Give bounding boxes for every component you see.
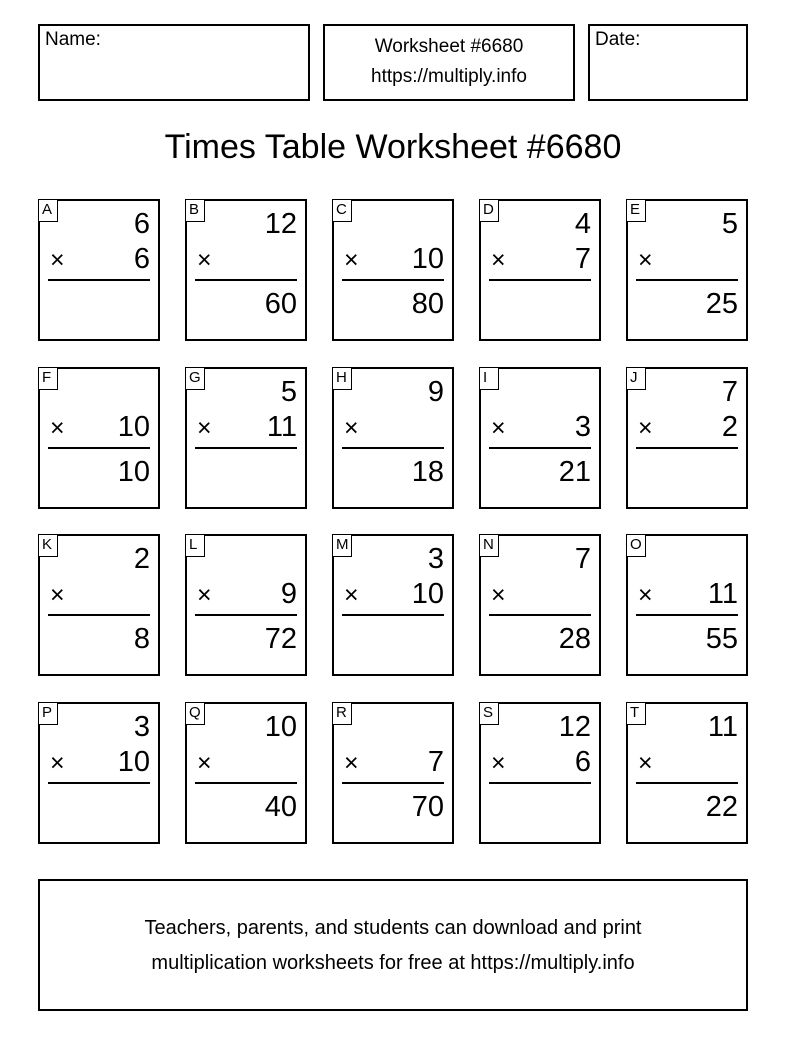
multiplicand: 4: [574, 208, 591, 240]
times-sign: ×: [344, 246, 359, 274]
answer-rule: [195, 782, 297, 784]
multiplicand: 3: [427, 543, 444, 575]
problem-card: [626, 702, 748, 844]
answer-rule: [636, 447, 738, 449]
product: 21: [558, 456, 591, 488]
problem-letter: A: [38, 199, 58, 222]
problem-letter: J: [626, 367, 646, 390]
times-sign: ×: [638, 246, 653, 274]
product: 55: [705, 623, 738, 655]
problem-card: [38, 702, 160, 844]
problem-letter: N: [479, 534, 499, 557]
multiplier: 9: [280, 578, 297, 610]
problem-card: [332, 534, 454, 676]
problem-card: [38, 534, 160, 676]
problem-card: [332, 702, 454, 844]
times-sign: ×: [344, 581, 359, 609]
multiplicand: 11: [707, 711, 738, 743]
answer-rule: [48, 782, 150, 784]
times-sign: ×: [638, 414, 653, 442]
date-field-box[interactable]: [588, 24, 748, 101]
times-sign: ×: [50, 581, 65, 609]
times-sign: ×: [197, 581, 212, 609]
answer-rule: [342, 782, 444, 784]
problem-letter: O: [626, 534, 646, 557]
multiplicand: 3: [133, 711, 150, 743]
times-sign: ×: [50, 414, 65, 442]
multiplier: 10: [411, 243, 444, 275]
product: 70: [411, 791, 444, 823]
problem-card: [38, 367, 160, 509]
problem-card: [185, 534, 307, 676]
problem-card: [479, 702, 601, 844]
times-sign: ×: [491, 749, 506, 777]
answer-rule: [342, 279, 444, 281]
problem-letter: P: [38, 702, 58, 725]
answer-rule: [48, 614, 150, 616]
problem-card: [185, 367, 307, 509]
multiplier: 2: [721, 411, 738, 443]
problem-letter: L: [185, 534, 205, 557]
product: 28: [558, 623, 591, 655]
multiplier: 7: [574, 243, 591, 275]
product: 60: [264, 288, 297, 320]
problem-letter: C: [332, 199, 352, 222]
problem-letter: I: [479, 367, 499, 390]
answer-rule: [195, 447, 297, 449]
answer-rule: [342, 447, 444, 449]
product: 18: [411, 456, 444, 488]
answer-rule: [636, 279, 738, 281]
multiplicand: 12: [264, 208, 297, 240]
footer-box: [38, 879, 748, 1011]
product: 40: [264, 791, 297, 823]
product: 72: [264, 623, 297, 655]
product: 25: [705, 288, 738, 320]
problem-letter: F: [38, 367, 58, 390]
answer-rule: [48, 279, 150, 281]
multiplicand: 12: [558, 711, 591, 743]
multiplier: 6: [133, 243, 150, 275]
problem-letter: R: [332, 702, 352, 725]
problem-grid: [38, 199, 748, 841]
product: 8: [133, 623, 150, 655]
problem-letter: S: [479, 702, 499, 725]
problem-letter: M: [332, 534, 352, 557]
problem-letter: Q: [185, 702, 205, 725]
problem-card: [626, 534, 748, 676]
date-label: Date:: [595, 29, 641, 50]
multiplicand: 5: [721, 208, 738, 240]
problem-letter: G: [185, 367, 205, 390]
times-sign: ×: [197, 749, 212, 777]
multiplicand: 7: [574, 543, 591, 575]
problem-card: [332, 367, 454, 509]
problem-card: [479, 199, 601, 341]
times-sign: ×: [491, 414, 506, 442]
worksheet-number: Worksheet #6680: [374, 36, 524, 57]
problem-card: [185, 199, 307, 341]
times-sign: ×: [638, 581, 653, 609]
times-sign: ×: [638, 749, 653, 777]
answer-rule: [342, 614, 444, 616]
problem-letter: K: [38, 534, 58, 557]
multiplicand: 9: [427, 376, 444, 408]
problem-card: [185, 702, 307, 844]
times-sign: ×: [50, 246, 65, 274]
problem-letter: E: [626, 199, 646, 222]
worksheet-url: https://multiply.info: [371, 66, 527, 87]
multiplier: 11: [266, 411, 297, 443]
answer-rule: [195, 614, 297, 616]
times-sign: ×: [197, 414, 212, 442]
footer-line-2: multiplication worksheets for free at https://multiply.info: [151, 952, 635, 974]
multiplier: 7: [427, 746, 444, 778]
times-sign: ×: [50, 749, 65, 777]
multiplicand: 5: [280, 376, 297, 408]
product: 80: [411, 288, 444, 320]
multiplier: 10: [117, 411, 150, 443]
multiplicand: 2: [133, 543, 150, 575]
answer-rule: [489, 447, 591, 449]
problem-letter: H: [332, 367, 352, 390]
times-sign: ×: [491, 246, 506, 274]
answer-rule: [636, 782, 738, 784]
problem-card: [332, 199, 454, 341]
problem-letter: B: [185, 199, 205, 222]
times-sign: ×: [344, 414, 359, 442]
answer-rule: [489, 614, 591, 616]
problem-card: [479, 534, 601, 676]
problem-card: [38, 199, 160, 341]
multiplier: 10: [411, 578, 444, 610]
multiplicand: 7: [721, 376, 738, 408]
problem-card: [626, 199, 748, 341]
answer-rule: [48, 447, 150, 449]
name-label: Name:: [45, 29, 101, 50]
multiplier: 10: [117, 746, 150, 778]
multiplier: 11: [707, 578, 738, 610]
worksheet-id-box: [323, 24, 575, 101]
multiplicand: 6: [133, 208, 150, 240]
multiplicand: 10: [264, 711, 297, 743]
page-title: Times Table Worksheet #6680: [164, 128, 622, 166]
problem-letter: T: [626, 702, 646, 725]
problem-card: [479, 367, 601, 509]
product: 10: [117, 456, 150, 488]
problem-letter: D: [479, 199, 499, 222]
name-field-box[interactable]: [38, 24, 310, 101]
footer-line-1: Teachers, parents, and students can download and print: [144, 917, 642, 939]
answer-rule: [195, 279, 297, 281]
times-sign: ×: [344, 749, 359, 777]
multiplier: 6: [574, 746, 591, 778]
times-sign: ×: [491, 581, 506, 609]
answer-rule: [489, 279, 591, 281]
multiplier: 3: [574, 411, 591, 443]
answer-rule: [636, 614, 738, 616]
problem-card: [626, 367, 748, 509]
times-sign: ×: [197, 246, 212, 274]
product: 22: [705, 791, 738, 823]
answer-rule: [489, 782, 591, 784]
